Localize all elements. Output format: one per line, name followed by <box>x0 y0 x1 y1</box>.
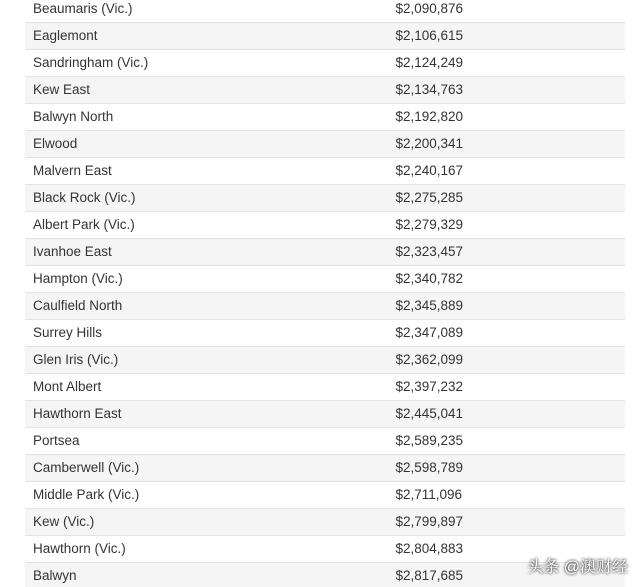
suburb-cell: Malvern East <box>33 163 112 178</box>
table-row <box>25 320 625 347</box>
suburb-cell: Albert Park (Vic.) <box>33 217 135 232</box>
table-row <box>25 131 625 158</box>
table-row <box>25 50 625 77</box>
price-cell: $2,345,889 <box>395 298 464 313</box>
price-cell: $2,347,089 <box>395 325 464 340</box>
price-cell: $2,192,820 <box>395 109 464 124</box>
price-cell: $2,323,457 <box>395 244 464 259</box>
suburb-cell: Camberwell (Vic.) <box>33 460 140 475</box>
price-cell: $2,589,235 <box>395 433 464 448</box>
table-row <box>25 482 625 509</box>
table-row <box>25 0 625 23</box>
suburb-cell: Portsea <box>33 433 80 448</box>
table-row <box>25 266 625 293</box>
table-row <box>25 77 625 104</box>
table-row <box>25 401 625 428</box>
table-row <box>25 293 625 320</box>
suburb-cell: Glen Iris (Vic.) <box>33 352 119 367</box>
suburb-cell: Surrey Hills <box>33 325 103 340</box>
suburb-cell: Mont Albert <box>33 379 102 394</box>
suburb-cell: Balwyn <box>33 568 77 583</box>
table-row <box>25 104 625 131</box>
table-row <box>25 212 625 239</box>
price-cell: $2,711,096 <box>395 487 463 502</box>
price-cell: $2,275,285 <box>395 190 464 205</box>
price-cell: $2,090,876 <box>395 1 464 16</box>
suburb-cell: Kew East <box>33 82 91 97</box>
table-row <box>25 23 625 50</box>
price-cell: $2,817,685 <box>395 568 464 583</box>
table-row <box>25 185 625 212</box>
table-row <box>25 509 625 536</box>
price-cell: $2,134,763 <box>395 82 464 97</box>
table-row <box>25 158 625 185</box>
price-cell: $2,200,341 <box>395 136 464 151</box>
price-cell: $2,804,883 <box>395 541 464 556</box>
suburb-cell: Elwood <box>33 136 78 151</box>
price-cell: $2,598,789 <box>395 460 464 475</box>
suburb-cell: Hawthorn East <box>33 406 122 421</box>
suburb-cell: Kew (Vic.) <box>33 514 95 529</box>
table-row <box>25 347 625 374</box>
suburb-cell: Hampton (Vic.) <box>33 271 123 286</box>
suburb-cell: Beaumaris (Vic.) <box>33 1 133 16</box>
suburb-cell: Sandringham (Vic.) <box>33 55 149 70</box>
price-cell: $2,445,041 <box>395 406 464 421</box>
price-cell: $2,240,167 <box>395 163 464 178</box>
suburb-cell: Hawthorn (Vic.) <box>33 541 126 556</box>
suburb-cell: Middle Park (Vic.) <box>33 487 140 502</box>
suburb-cell: Black Rock (Vic.) <box>33 190 136 205</box>
price-cell: $2,106,615 <box>395 28 464 43</box>
suburb-cell: Eaglemont <box>33 28 98 43</box>
table-row <box>25 455 625 482</box>
price-cell: $2,279,329 <box>395 217 464 232</box>
suburb-cell: Ivanhoe East <box>33 244 112 259</box>
suburb-price-table <box>25 0 625 587</box>
price-cell: $2,362,099 <box>395 352 464 367</box>
price-cell: $2,124,249 <box>395 55 464 70</box>
table-row <box>25 428 625 455</box>
suburb-cell: Balwyn North <box>33 109 114 124</box>
suburb-cell: Caulfield North <box>33 298 123 313</box>
watermark: 头条 @澳财经 <box>527 559 628 576</box>
table-row <box>25 239 625 266</box>
price-cell: $2,397,232 <box>395 379 464 394</box>
price-cell: $2,799,897 <box>395 514 464 529</box>
price-cell: $2,340,782 <box>395 271 464 286</box>
table-row <box>25 374 625 401</box>
